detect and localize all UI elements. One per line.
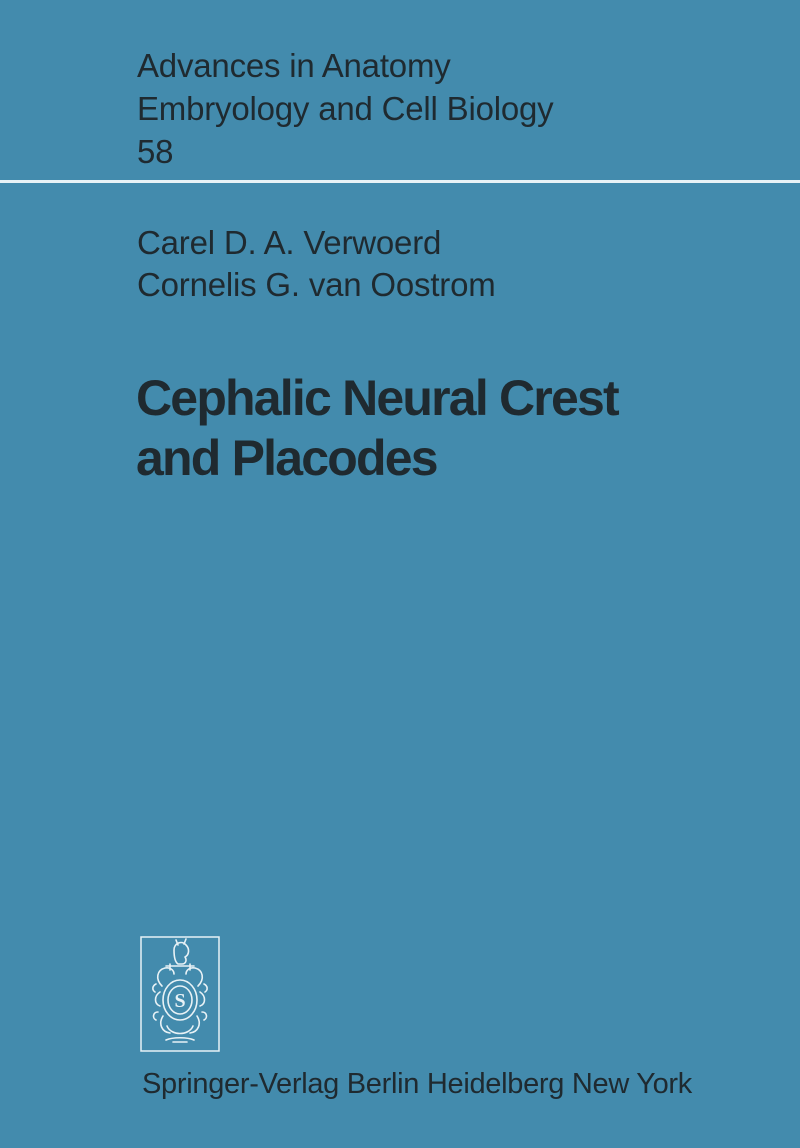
series-title (137, 44, 757, 173)
author-name: Cornelis G. van Oostrom (137, 266, 496, 303)
series-title-line: Embryology and Cell Biology (137, 90, 554, 127)
svg-text:S: S (174, 990, 186, 1012)
authors (137, 222, 757, 306)
divider-rule (0, 180, 800, 183)
book-title-line: Cephalic Neural Crest (136, 370, 618, 426)
book-title-line: and Placodes (136, 430, 437, 486)
book-title (136, 368, 776, 488)
author-name: Carel D. A. Verwoerd (137, 224, 442, 261)
publisher-imprint: Springer-Verlag Berlin Heidelberg New York (142, 1068, 692, 1100)
series-title-line: Advances in Anatomy (137, 47, 451, 84)
springer-knight-emblem-icon (140, 936, 220, 1052)
series-volume-number: 58 (137, 133, 174, 170)
